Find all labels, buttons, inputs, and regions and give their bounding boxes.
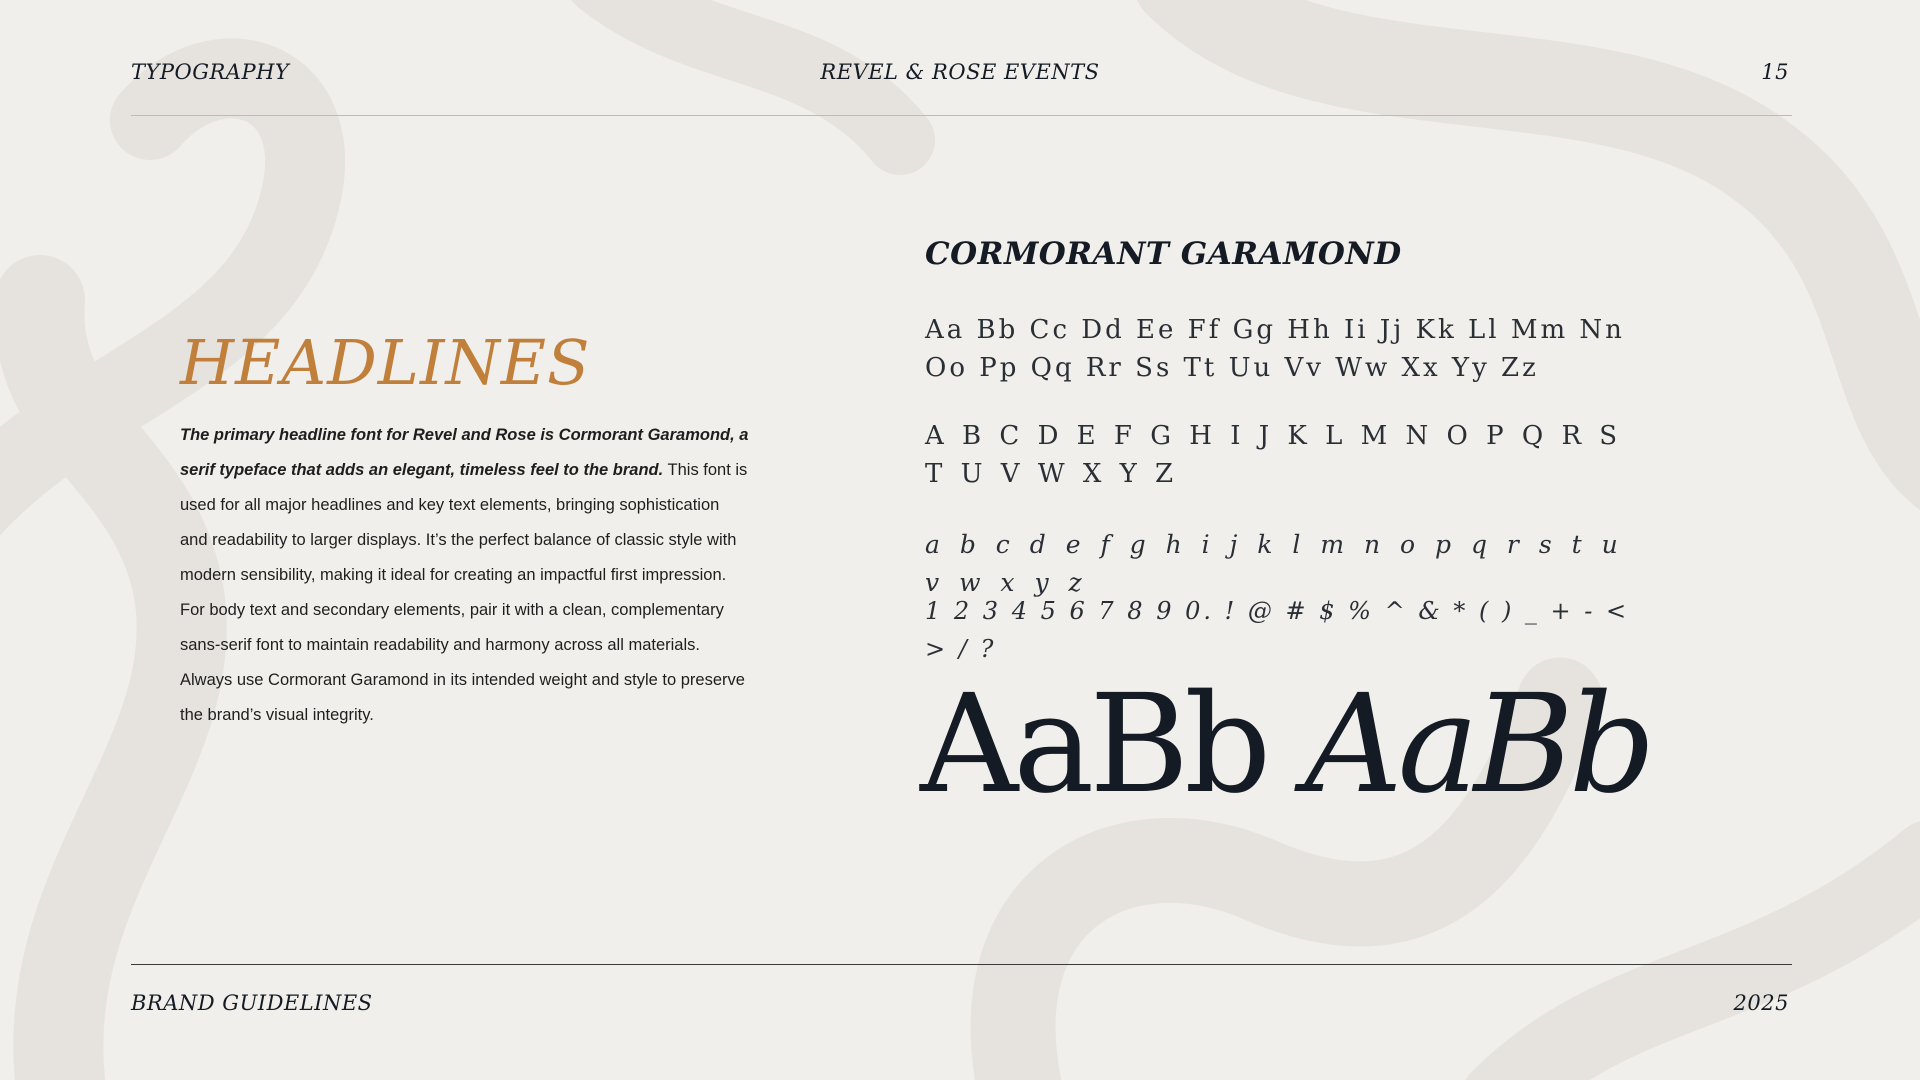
footer-divider — [131, 964, 1792, 965]
description-body: This font is used for all major headlines and key text elements, bringing sophistication and readability to larger displays. It’s the perfect balance of classic style with modern sensibility, making it ideal for creating an impactful first impression. For body text and secondary elements, pair it with a clean, complementary sans-serif font to maintain readability and harmony across all materials. Always use Cormorant Garamond in its intended weight and style to preserve the brand’s visual integrity. — [180, 461, 748, 724]
document-title: BRAND GUIDELINES — [131, 991, 373, 1015]
alphabet-uppercase: A B C D E F G H I J K L M N O P Q R S T U V W X Y Z — [925, 421, 1623, 489]
type-specimen — [920, 655, 1651, 835]
alphabet-lowercase-italic: a b c d e f g h i j k l m n o p q r s t u v w x y z — [925, 530, 1624, 597]
alphabet-mixed-case: Aa Bb Cc Dd Ee Ff Gg Hh Ii Jj Kk Ll Mm Nn Oo Pp Qq Rr Ss Tt Uu Vv Ww Xx Yy Zz — [925, 315, 1625, 383]
description-lead: The primary headline font for Revel and Rose is Cormorant Garamond, a serif typeface that adds an elegant, timeless feel to the brand. — [180, 426, 749, 479]
header-divider — [131, 115, 1792, 116]
specimen-italic: AaBb — [1304, 666, 1651, 824]
font-name: CORMORANT GARAMOND — [925, 236, 1402, 272]
headlines-title: HEADLINES — [180, 326, 591, 399]
headline-font-description — [180, 418, 750, 733]
company-name: REVEL & ROSE EVENTS — [820, 60, 1100, 84]
numerals-and-symbols: 1 2 3 4 5 6 7 8 9 0. ! @ # $ % ^ & * ( ) _ + - < > / ? — [925, 597, 1630, 663]
document-year: 2025 — [1733, 991, 1789, 1015]
specimen-regular: AaBb — [920, 666, 1267, 824]
page-number: 15 — [1761, 60, 1789, 84]
section-label: TYPOGRAPHY — [131, 60, 290, 84]
